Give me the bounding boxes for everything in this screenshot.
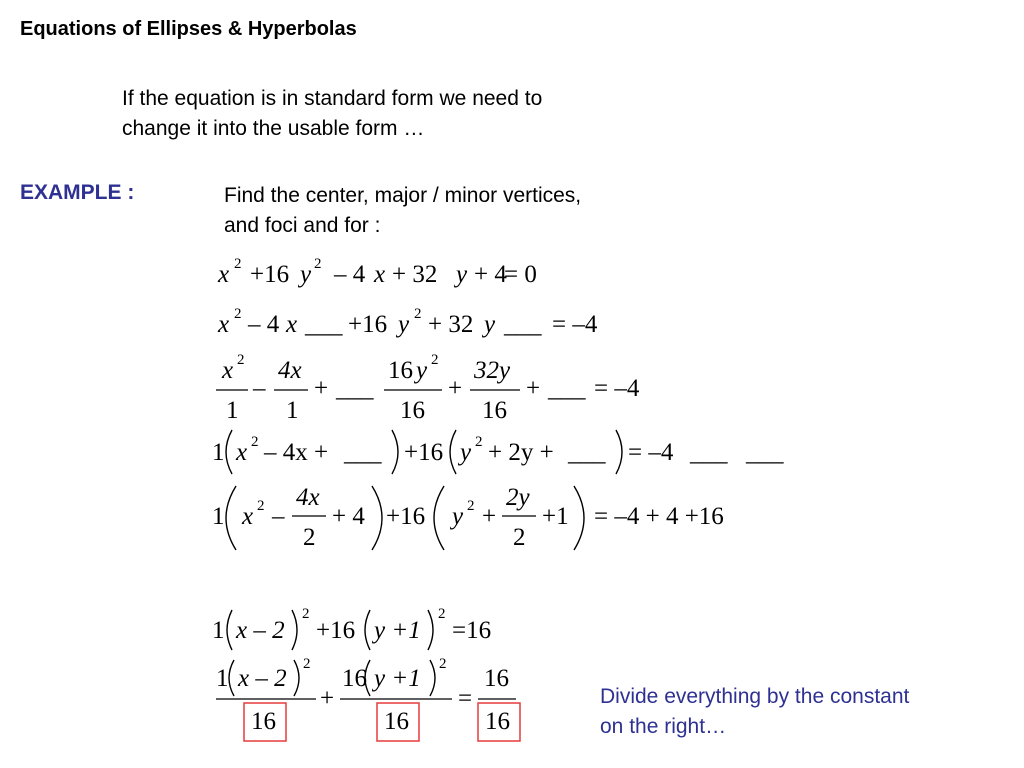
eq2-yy: y xyxy=(484,311,496,338)
eq4-blank-3: ___ xyxy=(690,439,728,466)
eq1-y2: y xyxy=(456,261,468,288)
eq1-plus4: + 4 xyxy=(474,261,507,288)
eq6-rhs: =16 xyxy=(452,617,492,644)
eq3-plus-2: + xyxy=(448,375,463,402)
eq4-exp-y: 2 xyxy=(475,434,483,450)
eq5-den-2b: 2 xyxy=(513,524,526,551)
eq7-den-3: 16 xyxy=(485,708,510,735)
eq6-left-paren-1 xyxy=(227,610,232,650)
eq2-plus32: + 32 xyxy=(428,311,474,338)
eq7-num-3: 16 xyxy=(484,665,509,692)
eq3-num-1: x xyxy=(222,357,234,384)
eq7-den-2: 16 xyxy=(384,708,409,735)
eq6-yp1: y +1 xyxy=(374,617,421,644)
eq6-left-paren-2 xyxy=(365,610,370,650)
example-line-1: Find the center, major / minor vertices, xyxy=(224,184,582,207)
eq1-eq0: = 0 xyxy=(504,261,537,288)
eq5-x: x xyxy=(242,503,254,530)
eq5-one: 1 xyxy=(212,503,225,530)
eq2-x: x xyxy=(218,311,230,338)
eq4-blank-1: ___ xyxy=(344,439,382,466)
eq6-exp-2: 2 xyxy=(438,606,446,622)
eq3-minus: – xyxy=(253,375,266,402)
eq2-exp-y: 2 xyxy=(414,306,422,322)
eq2-xx: x xyxy=(286,311,298,338)
eq6-plus16: +16 xyxy=(316,617,356,644)
eq2-rhs: = –4 xyxy=(552,311,598,338)
eq3-den-4: 16 xyxy=(482,397,507,424)
eq1-x2: x xyxy=(374,261,386,288)
eq5-left-paren-2 xyxy=(434,486,444,550)
eq3-blank-1: ___ xyxy=(336,375,374,402)
eq4-plus16: +16 xyxy=(404,439,444,466)
equation-4 xyxy=(212,430,784,474)
eq3-num-4: 32y xyxy=(474,357,511,384)
eq7-right-paren-1 xyxy=(294,660,299,696)
eq6-one: 1 xyxy=(212,617,225,644)
equation-6 xyxy=(212,606,491,650)
eq1-16: +16 xyxy=(250,261,290,288)
eq7-one: 1 xyxy=(216,665,229,692)
eq7-plus: + xyxy=(320,685,335,712)
eq7-yp1: y +1 xyxy=(374,665,421,692)
example-line-2: and foci and for : xyxy=(224,214,381,237)
eq3-num-3: 16 xyxy=(388,357,413,384)
eq7-left-paren-1 xyxy=(229,660,234,696)
eq5-y: y xyxy=(452,503,464,530)
eq1-plus32: + 32 xyxy=(392,261,438,288)
eq3-num-2: 4x xyxy=(278,357,302,384)
eq1-exp-x: 2 xyxy=(234,256,242,272)
eq1-y: y xyxy=(300,261,312,288)
eq5-minus: – xyxy=(272,503,285,530)
eq2-blank-2: ___ xyxy=(504,311,542,338)
eq1-minus4: – 4 xyxy=(334,261,366,288)
note-line-1: Divide everything by the constant xyxy=(600,685,910,708)
eq7-den-1: 16 xyxy=(251,708,276,735)
eq2-exp-x: 2 xyxy=(234,306,242,322)
eq7-num-2: 16 xyxy=(342,665,367,692)
eq5-num-2y: 2y xyxy=(506,484,530,511)
eq5-plus16: +16 xyxy=(386,503,426,530)
eq7-exp-1: 2 xyxy=(303,656,311,672)
eq5-right-paren-2 xyxy=(574,486,584,550)
eq6-exp-1: 2 xyxy=(302,606,310,622)
eq2-plus16: +16 xyxy=(348,311,388,338)
eq4-minus4x: – 4x + xyxy=(264,439,329,466)
eq5-plus1: +1 xyxy=(542,503,569,530)
eq4-right-paren-2 xyxy=(616,430,622,474)
equation-2 xyxy=(217,306,598,338)
eq4-y: y xyxy=(460,439,472,466)
eq4-exp-x: 2 xyxy=(251,434,259,450)
eq4-blank-2: ___ xyxy=(568,439,606,466)
eq6-right-paren-1 xyxy=(292,610,297,650)
eq3-plus-1: + xyxy=(314,375,329,402)
eq7-xm2: x – 2 xyxy=(238,665,287,692)
eq3-den-3: 16 xyxy=(400,397,425,424)
eq2-minus4: – 4 xyxy=(248,311,280,338)
eq6-xm2: x – 2 xyxy=(236,617,285,644)
eq5-num-4x: 4x xyxy=(296,484,320,511)
eq4-plus2y: + 2y + xyxy=(488,439,554,466)
eq3-den-1: 1 xyxy=(226,397,239,424)
eq7-eq: = xyxy=(458,685,473,712)
eq3-den-2: 1 xyxy=(286,397,299,424)
equation-7 xyxy=(216,656,520,741)
eq5-plus: + xyxy=(482,503,497,530)
equation-3 xyxy=(216,352,640,424)
eq3-blank-2: ___ xyxy=(548,375,586,402)
eq5-rhs: = –4 + 4 +16 xyxy=(594,503,724,530)
eq3-num-1-exp: 2 xyxy=(237,352,245,368)
eq4-left-paren xyxy=(226,430,232,474)
page-title: Equations of Ellipses & Hyperbolas xyxy=(20,18,357,40)
eq4-blank-4: ___ xyxy=(746,439,784,466)
equation-5 xyxy=(212,484,724,551)
eq5-right-paren-1 xyxy=(372,486,382,550)
eq7-exp-2: 2 xyxy=(439,656,447,672)
eq6-right-paren-2 xyxy=(428,610,433,650)
eq3-num-3-exp: 2 xyxy=(431,352,439,368)
eq1-x: x xyxy=(218,261,230,288)
eq4-rhs: = –4 xyxy=(628,439,674,466)
eq4-one: 1 xyxy=(212,439,225,466)
eq5-exp-y: 2 xyxy=(467,498,475,514)
intro-line-2: change it into the usable form … xyxy=(122,117,425,140)
eq5-den-2a: 2 xyxy=(303,524,316,551)
eq3-num-3-y: y xyxy=(416,357,428,384)
equation-1 xyxy=(217,256,537,288)
eq2-y: y xyxy=(398,311,410,338)
eq5-left-paren-1 xyxy=(226,486,236,550)
eq5-exp-x: 2 xyxy=(257,498,265,514)
eq5-plus4: + 4 xyxy=(332,503,365,530)
eq4-right-paren-1 xyxy=(392,430,398,474)
eq3-plus-3: + xyxy=(526,375,541,402)
eq1-exp-y: 2 xyxy=(314,256,322,272)
eq3-rhs: = –4 xyxy=(594,375,640,402)
eq4-left-paren-2 xyxy=(450,430,456,474)
example-label: EXAMPLE : xyxy=(20,181,135,204)
note-line-2: on the right… xyxy=(600,715,727,738)
eq4-x: x xyxy=(236,439,248,466)
eq2-blank-1: ___ xyxy=(305,311,343,338)
eq7-right-paren-2 xyxy=(430,660,435,696)
intro-line-1: If the equation is in standard form we need to xyxy=(122,87,543,110)
